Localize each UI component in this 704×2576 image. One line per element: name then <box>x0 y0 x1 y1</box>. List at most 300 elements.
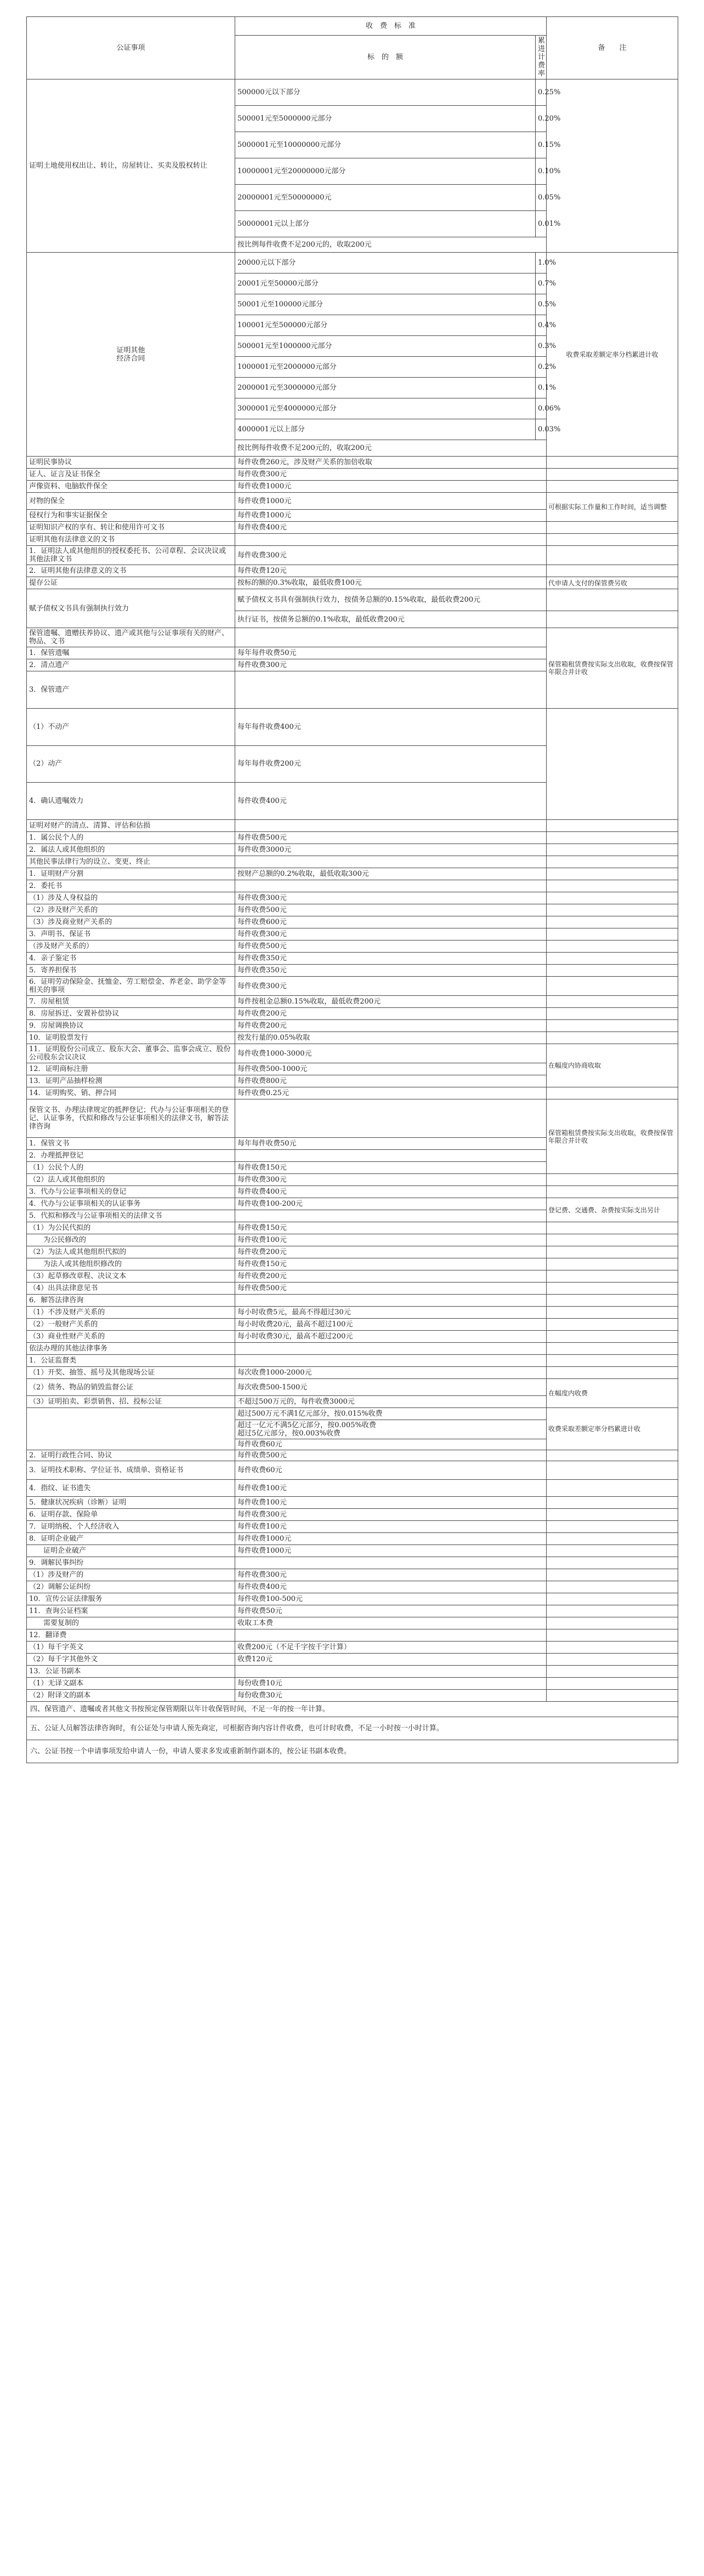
table-row <box>27 892 678 904</box>
remark-cell <box>547 856 678 868</box>
fee-cell: 每件收费100元 <box>235 1497 547 1509</box>
fee-cell: 按发行量的0.05%收取 <box>235 1032 547 1044</box>
fee-cell: 每件收费200元 <box>235 1020 547 1032</box>
table-row <box>27 1087 678 1099</box>
fee-cell: 每件收费500-1000元 <box>235 1063 547 1075</box>
item-label: 13．公证书副本 <box>27 1666 235 1678</box>
item-label: 证人、证言及证书保全 <box>27 469 235 481</box>
table-row <box>27 1270 678 1283</box>
fee-cell: 每年每件收费200元 <box>235 745 547 783</box>
fee-cell: 每件收费150元 <box>235 1258 547 1270</box>
fee-cell: 每件收费400元 <box>235 522 547 534</box>
tier-rate: 0.10% <box>536 158 547 185</box>
fee-cell <box>235 1666 547 1678</box>
remark-cell <box>547 1174 678 1186</box>
item-label: 10．宣传公证法律服务 <box>27 1593 235 1605</box>
fee-table <box>26 16 678 1763</box>
item-label: 保管遗嘱、遗赠扶养协议、遗产或其他与公证事项有关的财产、物品、文书 <box>27 628 235 647</box>
remark-cell <box>547 1678 678 1690</box>
fee-cell: 每小时收费20元，最高不超过100元 <box>235 1319 547 1331</box>
tier-rate: 0.01% <box>536 211 547 237</box>
table-row <box>27 1461 678 1480</box>
fee-cell: 每件收费350元 <box>235 953 547 965</box>
table-row <box>27 916 678 928</box>
remark-cell <box>547 1307 678 1319</box>
fee-cell <box>235 534 547 546</box>
tier-range: 20000元以下部分 <box>235 253 536 273</box>
fee-cell: 每件收费150元 <box>235 1222 547 1234</box>
table-row <box>27 965 678 977</box>
table-row <box>27 1533 678 1545</box>
tier-range: 500001元至1000000元部分 <box>235 336 536 357</box>
item-label: 4．确认遗嘱效力 <box>27 783 235 820</box>
item-label: （2）涉及财产关系的 <box>27 904 235 916</box>
section-label-land: 证明土地使用权出让、转让，房屋转让、买卖及股权转让 <box>27 79 235 253</box>
table-row <box>27 745 678 783</box>
tier-rate: 0.25% <box>536 79 547 106</box>
fee-cell: 每件收费1000元 <box>235 481 547 493</box>
fee-cell: 每件收费150元 <box>235 1162 547 1174</box>
table-row <box>27 928 678 941</box>
item-label: （2）一般财产关系的 <box>27 1319 235 1331</box>
fee-cell: 每件收费3000元 <box>235 844 547 856</box>
remark-cell: 保管箱租赁费按实际支出收取，收费按保管年限合并计收 <box>547 1099 678 1174</box>
fee-cell <box>235 856 547 868</box>
table-row <box>27 856 678 868</box>
item-label: 6．解答法律咨询 <box>27 1295 235 1307</box>
table-row <box>27 1099 678 1138</box>
remark-cell <box>547 1186 678 1198</box>
fee-cell: 每件收费800元 <box>235 1075 547 1087</box>
table-row <box>27 1408 678 1420</box>
table-row <box>27 493 678 510</box>
item-label: 证明知识产权的享有、转让和使用许可文书 <box>27 522 235 534</box>
tier-rate: 0.20% <box>536 106 547 132</box>
remark-cell <box>547 1367 678 1379</box>
item-label: 2．清点遗产 <box>27 659 235 671</box>
remark-cell <box>547 880 678 892</box>
item-label: 13．证明产品抽样检测 <box>27 1075 235 1087</box>
table-row <box>27 1008 678 1020</box>
footnote: 四、保管遗产、遗嘱或者其他文书按预定保管期限以年计收保管时间，不足一年的按一年计算。 <box>27 1702 678 1717</box>
item-label: （2）债务、物品的销毁监督公证 <box>27 1379 235 1396</box>
fee-cell: 每件收费300元 <box>235 546 547 565</box>
fee-cell: 收取工本费 <box>235 1617 547 1629</box>
remark-cell <box>547 820 678 832</box>
tier-range: 50000001元以上部分 <box>235 211 536 237</box>
remark-cell <box>547 589 678 611</box>
fee-cell: 每件收费1000-3000元 <box>235 1044 547 1063</box>
remark-cell <box>547 1295 678 1307</box>
tier-range: 10000001元至20000000元部分 <box>235 158 536 185</box>
remark-cell <box>547 868 678 880</box>
remark-cell <box>547 1533 678 1545</box>
item-label: 1．保管遗嘱 <box>27 647 235 659</box>
remark-cell <box>547 611 678 628</box>
item-label: 3．证明技术职称、学位证书、成绩单、资格证书 <box>27 1461 235 1480</box>
fee-cell <box>235 1355 547 1367</box>
fee-cell: 每件收费100-500元 <box>235 1593 547 1605</box>
remark-cell <box>547 1654 678 1666</box>
remark-cell <box>547 977 678 996</box>
remark-cell <box>547 1593 678 1605</box>
item-label: 9．房屋调换协议 <box>27 1020 235 1032</box>
footnote: 六、公证书按一个申请事项发给申请人一份，申请人要求多发或重新制作副本的，按公证书副本收费。 <box>27 1740 678 1763</box>
item-label: 7．证明纳税、个人经济收入 <box>27 1521 235 1533</box>
fee-cell: 赋予债权文书具有强制执行效力，按债务总额的0.15%收取，最低收费200元 <box>235 589 547 611</box>
fee-cell: 超过500万元不满1亿元部分，按0.015%收费 <box>235 1408 547 1420</box>
item-label: 4．亲子鉴定书 <box>27 953 235 965</box>
remark-cell: 在幅度内协商收取 <box>547 1044 678 1087</box>
fee-cell: 每件收费200元 <box>235 1008 547 1020</box>
fee-cell: 收费120元 <box>235 1654 547 1666</box>
fee-cell: 每件收费600元 <box>235 916 547 928</box>
header-standard: 收 费 标 准 <box>235 17 547 36</box>
fee-cell: 每件收费400元 <box>235 1581 547 1593</box>
fee-cell: 每年每件收费50元 <box>235 647 547 659</box>
fee-cell: 每件收费400元 <box>235 1186 547 1198</box>
tier-range: 1000001元至2000000元部分 <box>235 357 536 378</box>
item-label: 12．翻译费 <box>27 1629 235 1642</box>
table-row <box>27 820 678 832</box>
table-row <box>27 628 678 647</box>
tier-range: 3000001元至4000000元部分 <box>235 398 536 419</box>
fee-cell: 每件收费100元 <box>235 1521 547 1533</box>
tier-rate: 0.3% <box>536 336 547 357</box>
fee-cell: 每件按租金总额0.15%收取，最低收费200元 <box>235 996 547 1008</box>
table-row <box>27 783 678 820</box>
remark-cell <box>547 1355 678 1367</box>
fee-cell: 每件收费500元 <box>235 1450 547 1461</box>
item-label: （1）不动产 <box>27 708 235 745</box>
fee-cell: 每件收费100元 <box>235 1234 547 1246</box>
fee-cell: 每件收费300元 <box>235 1174 547 1186</box>
tier-range: 5000001元至10000000元部分 <box>235 132 536 158</box>
header-item: 公证事项 <box>27 17 235 79</box>
table-row <box>27 904 678 916</box>
table-row <box>27 1198 678 1210</box>
remark-cell <box>547 1605 678 1617</box>
fee-cell <box>235 628 547 647</box>
item-label: （3）起草修改章程、决议文本 <box>27 1270 235 1283</box>
item-label: 6．证明存款、保险单 <box>27 1509 235 1521</box>
remark-cell <box>547 1087 678 1099</box>
table-row <box>27 522 678 534</box>
tier-range: 4000001元以上部分 <box>235 419 536 440</box>
item-label: （2）调解公证纠纷 <box>27 1581 235 1593</box>
remark-cell <box>547 1690 678 1702</box>
remark-cell <box>547 1270 678 1283</box>
remark-cell <box>547 1450 678 1461</box>
table-row <box>27 1450 678 1461</box>
fee-cell: 每件收费60元 <box>235 1461 547 1480</box>
remark-cell: 在幅度内收费 <box>547 1379 678 1408</box>
item-label: 1．属公民个人的 <box>27 832 235 844</box>
fee-cell: 每件收费500元 <box>235 1283 547 1295</box>
fee-cell: 按财产总额的0.2%收取，最低收取300元 <box>235 868 547 880</box>
table-row <box>27 469 678 481</box>
item-label: 1．保管文书 <box>27 1138 235 1150</box>
fee-cell: 每件收费300元 <box>235 1509 547 1521</box>
table-row <box>27 1690 678 1702</box>
tier-rate: 0.06% <box>536 398 547 419</box>
table-row <box>27 1569 678 1581</box>
remark-cell <box>547 457 678 469</box>
minimum-note: 按比例每件收费不足200元的，收取200元 <box>235 237 547 253</box>
fee-cell <box>235 1343 547 1355</box>
item-label: 2．证明其他有法律意义的文书 <box>27 565 235 577</box>
remark-cell: 保管箱租赁费按实际支出收取，收费按保管年限合并计收 <box>547 628 678 709</box>
header-row <box>27 17 678 36</box>
item-label: 对物的保全 <box>27 493 235 510</box>
remark-cell: 收费采取差额定率分档累进计收 <box>547 1408 678 1450</box>
fee-cell: 每件收费500元 <box>235 941 547 953</box>
fee-cell: 收费200元（不足千字按千字计算） <box>235 1642 547 1654</box>
footnote: 五、公证人员解答法律咨询时，有公证处与申请人预先商定，可根据咨询内容计件收费，也可计时收费，不足一小时按一小时计算。 <box>27 1717 678 1740</box>
table-row <box>27 1174 678 1186</box>
tier-rate: 0.03% <box>536 419 547 440</box>
item-label: 1．证明法人或其他组织的授权委托书、公司章程、会议决议或其他法律文书 <box>27 546 235 565</box>
item-label: （1）公民个人的 <box>27 1162 235 1174</box>
item-label: 赋予债权文书具有强制执行效力 <box>27 589 235 628</box>
item-label: 3．保管遗产 <box>27 671 235 709</box>
remark-cell <box>547 953 678 965</box>
item-label: 11．查询公证档案 <box>27 1605 235 1617</box>
fee-cell: 每件收费400元 <box>235 783 547 820</box>
fee-cell: 每件收费120元 <box>235 565 547 577</box>
item-label: （1）每千字英文 <box>27 1642 235 1654</box>
item-label: 5．寄养担保书 <box>27 965 235 977</box>
table-row <box>27 1581 678 1593</box>
fee-schedule <box>26 16 678 1763</box>
footnote-row <box>27 1717 678 1740</box>
table-row <box>27 1319 678 1331</box>
item-label: 7．房屋租赁 <box>27 996 235 1008</box>
tier-rate: 0.05% <box>536 185 547 211</box>
fee-cell: 每件收费50元 <box>235 1605 547 1617</box>
table-row <box>27 1367 678 1379</box>
item-label: （2）每千字其他外文 <box>27 1654 235 1666</box>
fee-cell: 每次收费1000-2000元 <box>235 1367 547 1379</box>
header-amount: 标 的 额 <box>235 36 536 79</box>
table-row <box>27 1044 678 1063</box>
item-label: （2）动产 <box>27 745 235 783</box>
tier-rate: 0.7% <box>536 273 547 294</box>
remark-cell: 代申请人支付的保管费另收 <box>547 577 678 589</box>
table-row <box>27 1186 678 1198</box>
remark-cell <box>547 1617 678 1629</box>
remark-cell <box>547 844 678 856</box>
remark-cell <box>547 1557 678 1569</box>
table-row <box>27 457 678 469</box>
item-label: （2）附译文的副本 <box>27 1690 235 1702</box>
table-row <box>27 1642 678 1654</box>
table-row <box>27 1617 678 1629</box>
remark-cell <box>547 1509 678 1521</box>
fee-cell <box>235 1629 547 1642</box>
table-row <box>27 1032 678 1044</box>
item-label: （4）出具法律意见书 <box>27 1283 235 1295</box>
fee-cell: 每件收费300元 <box>235 928 547 941</box>
item-label: 4．指纹、证书遗失 <box>27 1480 235 1497</box>
table-row <box>27 1557 678 1569</box>
item-label: 声像资料、电脑软件保全 <box>27 481 235 493</box>
header-rate: 累进计费率 <box>536 36 547 79</box>
item-label <box>27 1408 235 1450</box>
fee-cell: 每件收费1000元 <box>235 493 547 510</box>
remark-cell <box>547 1629 678 1642</box>
fee-cell <box>235 1150 547 1162</box>
item-label: 为公民修改的 <box>27 1234 235 1246</box>
table-row <box>27 1654 678 1666</box>
table-row <box>27 1509 678 1521</box>
fee-cell: 每件收费200元 <box>235 1270 547 1283</box>
fee-cell: 每小时收费5元，最高不得超过30元 <box>235 1307 547 1319</box>
tier-rate: 0.4% <box>536 315 547 336</box>
item-label: 8．证明企业破产 <box>27 1533 235 1545</box>
table-row <box>27 832 678 844</box>
tier-row <box>27 79 678 106</box>
remark-cell: 收费采取差额定率分档累进计收 <box>547 253 678 457</box>
item-label: 10．证明股票发行 <box>27 1032 235 1044</box>
item-label: （1）开奖、抽签、摇号及其他现场公证 <box>27 1367 235 1379</box>
table-row <box>27 708 678 745</box>
item-label: 2．办理抵押登记 <box>27 1150 235 1162</box>
remark-cell <box>547 1343 678 1355</box>
item-label: 保管文书、办理法律规定的抵押登记；代办与公证事项相关的登记、认证事务，代拟和修改与公证事项相关的法律文书，解答法律咨询 <box>27 1099 235 1138</box>
table-row <box>27 1605 678 1617</box>
remark-cell <box>547 1283 678 1295</box>
remark-cell: 登记费、交通费、杂费按实际支出另计 <box>547 1198 678 1222</box>
remark-cell <box>547 1032 678 1044</box>
table-row <box>27 1307 678 1319</box>
fee-cell: 每件收费300元 <box>235 659 547 671</box>
item-label: （3）证明拍卖、彩票销售、招、投标公证 <box>27 1396 235 1408</box>
remark-cell <box>547 481 678 493</box>
remark-cell <box>547 1569 678 1581</box>
fee-cell: 每次收费500-1500元 <box>235 1379 547 1396</box>
remark-cell <box>547 941 678 953</box>
table-row <box>27 1343 678 1355</box>
item-label: 12．证明商标注册 <box>27 1063 235 1075</box>
item-label: 侵权行为和事实证据保全 <box>27 510 235 522</box>
fee-cell: 每件收费200元 <box>235 1246 547 1258</box>
table-row <box>27 1246 678 1258</box>
table-row <box>27 1629 678 1642</box>
fee-cell <box>235 1210 547 1222</box>
table-row <box>27 844 678 856</box>
header-remark: 备 注 <box>547 17 678 79</box>
fee-cell <box>235 671 547 709</box>
remark-cell <box>547 996 678 1008</box>
item-label: 11．证明股份公司成立、股东大会、董事会、监事会成立、股份公司股东会议决议 <box>27 1044 235 1063</box>
fee-cell: 每件收费1000元 <box>235 1533 547 1545</box>
table-row <box>27 996 678 1008</box>
remark-cell <box>547 832 678 844</box>
item-label: 1．公证监督类 <box>27 1355 235 1367</box>
fee-cell: 每件收费1000元 <box>235 1545 547 1557</box>
fee-cell <box>235 820 547 832</box>
fee-cell: 每件收费300元 <box>235 977 547 996</box>
table-row <box>27 868 678 880</box>
item-label: 5．健康状况疾病（诊断）证明 <box>27 1497 235 1509</box>
fee-cell: 每件收费0.25元 <box>235 1087 547 1099</box>
fee-cell: 每年每件收费400元 <box>235 708 547 745</box>
item-label: 2．属法人或其他组织的 <box>27 844 235 856</box>
fee-cell: 每件收费300元 <box>235 1569 547 1581</box>
table-row <box>27 1258 678 1270</box>
fee-cell: 每小时收费30元，最高不超过200元 <box>235 1331 547 1343</box>
item-label: 4．代办与公证事项相关的认证事务 <box>27 1198 235 1210</box>
remark-cell <box>547 1581 678 1593</box>
item-label: 1．证明财产分割 <box>27 868 235 880</box>
remark-cell <box>547 522 678 534</box>
tier-range: 20000001元至50000000元 <box>235 185 536 211</box>
fee-cell <box>235 1557 547 1569</box>
item-label: 证明其他有法律意义的文书 <box>27 534 235 546</box>
table-row <box>27 1497 678 1509</box>
table-row <box>27 1593 678 1605</box>
remark-cell <box>547 1461 678 1480</box>
fee-cell <box>235 1295 547 1307</box>
remark-cell: 可根据实际工作量和工作时间，适当调整 <box>547 493 678 522</box>
remark-cell <box>547 1642 678 1654</box>
fee-cell: 按标的额的0.3%收取，最低收费100元 <box>235 577 547 589</box>
tier-rate: 0.2% <box>536 357 547 378</box>
remark-cell <box>547 1666 678 1678</box>
fee-cell: 每件收费300元 <box>235 892 547 904</box>
table-row <box>27 1666 678 1678</box>
tier-range: 2000001元至3000000元部分 <box>235 378 536 398</box>
item-label: 2．证明行政性合同、协议 <box>27 1450 235 1461</box>
footnote-row <box>27 1702 678 1717</box>
table-row <box>27 941 678 953</box>
tier-range: 100001元至500000元部分 <box>235 315 536 336</box>
item-label: 3．声明书、保证书 <box>27 928 235 941</box>
fee-cell: 超过一亿元不满5亿元部分，按0.005%收费 超过5亿元部分，按0.003%收费 <box>235 1420 547 1439</box>
item-label: 需要复制的 <box>27 1617 235 1629</box>
remark-cell <box>547 1258 678 1270</box>
table-row <box>27 1222 678 1234</box>
table-row <box>27 1545 678 1557</box>
remark-cell <box>547 1008 678 1020</box>
minimum-note: 按比例每件收费不足200元的，收取200元 <box>235 440 547 457</box>
table-row <box>27 1480 678 1497</box>
fee-cell: 每份收费30元 <box>235 1690 547 1702</box>
item-label: （2）法人或其他组织的 <box>27 1174 235 1186</box>
item-label: 9．调解民事纠纷 <box>27 1557 235 1569</box>
table-row <box>27 1678 678 1690</box>
fee-cell: 每件收费100元 <box>235 1480 547 1497</box>
table-row <box>27 1020 678 1032</box>
fee-cell: 每件收费60元 <box>235 1439 547 1450</box>
table-row <box>27 565 678 577</box>
table-row <box>27 1379 678 1396</box>
table-row <box>27 1331 678 1343</box>
item-label: （2）为法人或其他组织代拟的 <box>27 1246 235 1258</box>
item-label: （3）商业性财产关系的 <box>27 1331 235 1343</box>
item-label: 2．委托书 <box>27 880 235 892</box>
fee-cell: 每件收费350元 <box>235 965 547 977</box>
table-row <box>27 589 678 611</box>
remark-cell <box>547 965 678 977</box>
fee-cell: 每年每件收费50元 <box>235 1138 547 1150</box>
item-label: （3）涉及商业财产关系的 <box>27 916 235 928</box>
table-row <box>27 1283 678 1295</box>
fee-cell: 每件收费300元 <box>235 469 547 481</box>
tier-rate: 0.5% <box>536 294 547 315</box>
item-label: （1）无译文副本 <box>27 1678 235 1690</box>
